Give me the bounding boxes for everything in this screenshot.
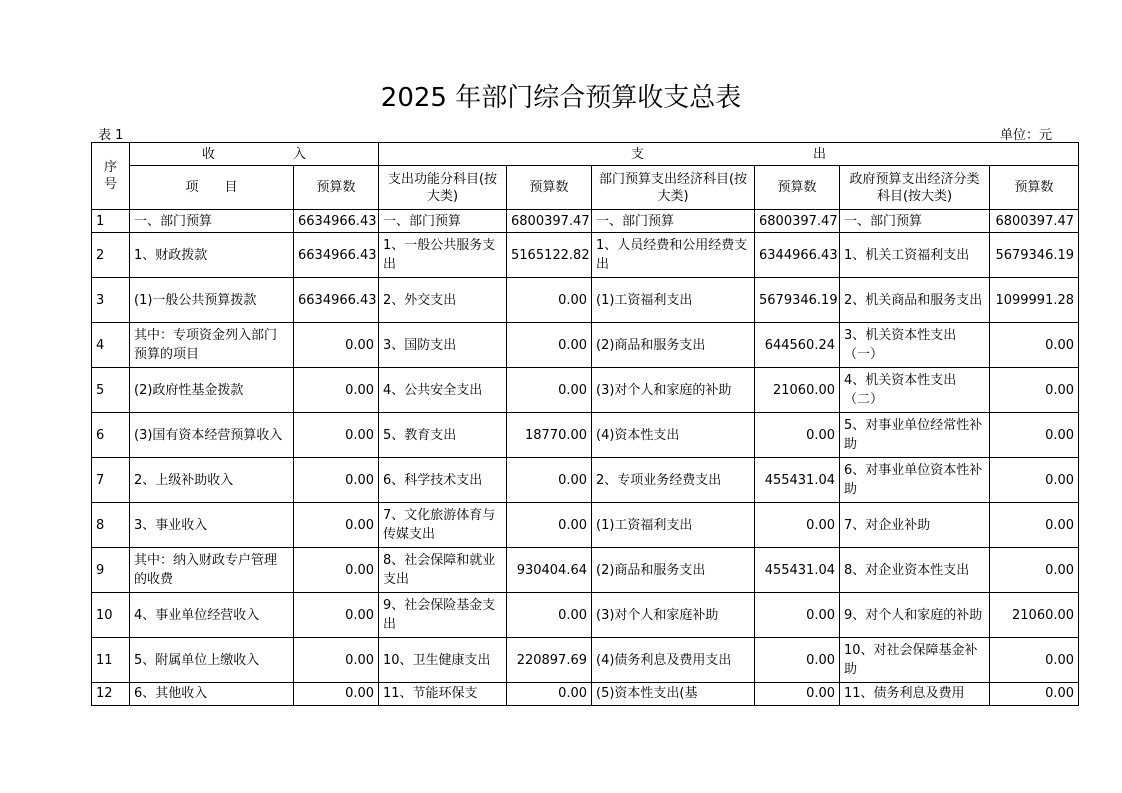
cell-gov-amount: 0.00 [990, 368, 1079, 413]
cell-seq: 4 [92, 323, 130, 368]
cell-func-amount: 5165122.82 [507, 233, 592, 278]
cell-income-item: (2)政府性基金拨款 [130, 368, 294, 413]
cell-income-item: (3)国有资本经营预算收入 [130, 413, 294, 458]
cell-income-amount: 0.00 [294, 593, 379, 638]
cell-income-item: 其中：专项资金列入部门预算的项目 [130, 323, 294, 368]
cell-gov-amount: 0.00 [990, 683, 1079, 706]
cell-func-amount: 18770.00 [507, 413, 592, 458]
cell-dept-econ: (2)商品和服务支出 [592, 548, 755, 593]
income-group-header: 收 入 [130, 143, 379, 166]
cell-gov-econ: 3、机关资本性支出（一） [840, 323, 990, 368]
cell-income-amount: 6634966.43 [294, 233, 379, 278]
cell-func-class: 11、节能环保支 [379, 683, 507, 706]
cell-func-class: 一、部门预算 [379, 210, 507, 233]
cell-income-item: 6、其他收入 [130, 683, 294, 706]
cell-seq: 3 [92, 278, 130, 323]
unit-label: 单位：元 [1000, 128, 1053, 143]
table-number: 表 1 [98, 128, 124, 143]
dept-amount-header: 预算数 [755, 166, 840, 210]
cell-dept-econ: (1)工资福利支出 [592, 503, 755, 548]
cell-gov-econ: 5、对事业单位经常性补助 [840, 413, 990, 458]
cell-func-amount: 0.00 [507, 503, 592, 548]
cell-seq: 1 [92, 210, 130, 233]
cell-dept-amount: 0.00 [755, 593, 840, 638]
cell-seq: 6 [92, 413, 130, 458]
cell-dept-amount: 5679346.19 [755, 278, 840, 323]
cell-income-amount: 0.00 [294, 413, 379, 458]
cell-gov-amount: 0.00 [990, 458, 1079, 503]
cell-func-class: 3、国防支出 [379, 323, 507, 368]
cell-income-item: (1)一般公共预算拨款 [130, 278, 294, 323]
cell-dept-amount: 6800397.47 [755, 210, 840, 233]
cell-seq: 5 [92, 368, 130, 413]
cell-func-class: 9、社会保险基金支出 [379, 593, 507, 638]
table-row [92, 368, 1079, 413]
table-row [92, 413, 1079, 458]
table-row [92, 548, 1079, 593]
cell-dept-econ: 一、部门预算 [592, 210, 755, 233]
cell-dept-amount: 0.00 [755, 638, 840, 683]
cell-func-class: 4、公共安全支出 [379, 368, 507, 413]
cell-dept-econ: (3)对个人和家庭补助 [592, 593, 755, 638]
table-row [92, 278, 1079, 323]
table-row [92, 503, 1079, 548]
cell-func-amount: 0.00 [507, 593, 592, 638]
cell-func-amount: 0.00 [507, 323, 592, 368]
cell-gov-econ: 9、对个人和家庭的补助 [840, 593, 990, 638]
cell-gov-econ: 7、对企业补助 [840, 503, 990, 548]
cell-func-amount: 0.00 [507, 458, 592, 503]
cell-gov-amount: 21060.00 [990, 593, 1079, 638]
cell-income-amount: 0.00 [294, 548, 379, 593]
income-item-header: 项 目 [130, 166, 294, 210]
func-class-header: 支出功能分科目(按大类) [379, 166, 507, 210]
cell-dept-amount: 6344966.43 [755, 233, 840, 278]
cell-income-item: 其中：纳入财政专户管理的收费 [130, 548, 294, 593]
cell-income-amount: 0.00 [294, 638, 379, 683]
cell-gov-amount: 5679346.19 [990, 233, 1079, 278]
cell-gov-econ: 1、机关工资福利支出 [840, 233, 990, 278]
budget-summary-table [91, 142, 1079, 706]
dept-econ-header: 部门预算支出经济科目(按大类) [592, 166, 755, 210]
table-body [92, 210, 1079, 706]
cell-gov-amount: 1099991.28 [990, 278, 1079, 323]
cell-gov-econ: 11、债务利息及费用 [840, 683, 990, 706]
cell-dept-amount: 0.00 [755, 413, 840, 458]
func-amount-header: 预算数 [507, 166, 592, 210]
cell-income-amount: 0.00 [294, 458, 379, 503]
cell-dept-econ: (4)资本性支出 [592, 413, 755, 458]
cell-gov-econ: 6、对事业单位资本性补助 [840, 458, 990, 503]
cell-gov-econ: 一、部门预算 [840, 210, 990, 233]
table-row [92, 323, 1079, 368]
cell-dept-econ: 1、人员经费和公用经费支出 [592, 233, 755, 278]
cell-seq: 11 [92, 638, 130, 683]
cell-func-class: 5、教育支出 [379, 413, 507, 458]
cell-gov-amount: 0.00 [990, 503, 1079, 548]
cell-gov-econ: 10、对社会保障基金补助 [840, 638, 990, 683]
cell-func-amount: 930404.64 [507, 548, 592, 593]
cell-dept-econ: (2)商品和服务支出 [592, 323, 755, 368]
cell-gov-econ: 2、机关商品和服务支出 [840, 278, 990, 323]
cell-func-class: 6、科学技术支出 [379, 458, 507, 503]
cell-seq: 2 [92, 233, 130, 278]
table-row [92, 233, 1079, 278]
income-amount-header: 预算数 [294, 166, 379, 210]
cell-dept-amount: 0.00 [755, 683, 840, 706]
cell-income-amount: 0.00 [294, 368, 379, 413]
cell-func-amount: 0.00 [507, 368, 592, 413]
cell-dept-econ: 2、专项业务经费支出 [592, 458, 755, 503]
cell-gov-econ: 4、机关资本性支出（二） [840, 368, 990, 413]
cell-dept-econ: (3)对个人和家庭的补助 [592, 368, 755, 413]
cell-func-class: 1、一般公共服务支出 [379, 233, 507, 278]
table-row [92, 638, 1079, 683]
cell-func-amount: 0.00 [507, 683, 592, 706]
cell-gov-amount: 0.00 [990, 413, 1079, 458]
cell-seq: 9 [92, 548, 130, 593]
cell-dept-amount: 21060.00 [755, 368, 840, 413]
cell-dept-amount: 0.00 [755, 503, 840, 548]
table-row [92, 683, 1079, 706]
cell-func-amount: 220897.69 [507, 638, 592, 683]
gov-econ-header: 政府预算支出经济分类科目(按大类) [840, 166, 990, 210]
cell-seq: 12 [92, 683, 130, 706]
cell-gov-amount: 6800397.47 [990, 210, 1079, 233]
cell-func-class: 8、社会保障和就业支出 [379, 548, 507, 593]
cell-income-item: 2、上级补助收入 [130, 458, 294, 503]
cell-func-amount: 0.00 [507, 278, 592, 323]
cell-seq: 8 [92, 503, 130, 548]
page-title: 2025 年部门综合预算收支总表 [380, 83, 742, 113]
cell-func-class: 7、文化旅游体育与传媒支出 [379, 503, 507, 548]
cell-dept-econ: (4)债务利息及费用支出 [592, 638, 755, 683]
cell-gov-amount: 0.00 [990, 548, 1079, 593]
cell-func-amount: 6800397.47 [507, 210, 592, 233]
cell-income-amount: 6634966.43 [294, 210, 379, 233]
cell-income-item: 1、财政拨款 [130, 233, 294, 278]
cell-func-class: 10、卫生健康支出 [379, 638, 507, 683]
table-row [92, 593, 1079, 638]
cell-income-amount: 0.00 [294, 503, 379, 548]
cell-seq: 10 [92, 593, 130, 638]
cell-income-amount: 0.00 [294, 683, 379, 706]
cell-income-item: 3、事业收入 [130, 503, 294, 548]
cell-dept-econ: (1)工资福利支出 [592, 278, 755, 323]
cell-gov-amount: 0.00 [990, 323, 1079, 368]
seq-header: 序号 [92, 143, 130, 210]
table-row [92, 458, 1079, 503]
cell-gov-econ: 8、对企业资本性支出 [840, 548, 990, 593]
table-row [92, 210, 1079, 233]
cell-func-class: 2、外交支出 [379, 278, 507, 323]
cell-income-item: 一、部门预算 [130, 210, 294, 233]
cell-dept-econ: (5)资本性支出(基 [592, 683, 755, 706]
cell-income-item: 5、附属单位上缴收入 [130, 638, 294, 683]
gov-amount-header: 预算数 [990, 166, 1079, 210]
cell-income-amount: 6634966.43 [294, 278, 379, 323]
cell-dept-amount: 644560.24 [755, 323, 840, 368]
cell-income-amount: 0.00 [294, 323, 379, 368]
cell-gov-amount: 0.00 [990, 638, 1079, 683]
cell-dept-amount: 455431.04 [755, 458, 840, 503]
cell-income-item: 4、事业单位经营收入 [130, 593, 294, 638]
cell-seq: 7 [92, 458, 130, 503]
cell-dept-amount: 455431.04 [755, 548, 840, 593]
expense-group-header: 支 出 [379, 143, 1079, 166]
